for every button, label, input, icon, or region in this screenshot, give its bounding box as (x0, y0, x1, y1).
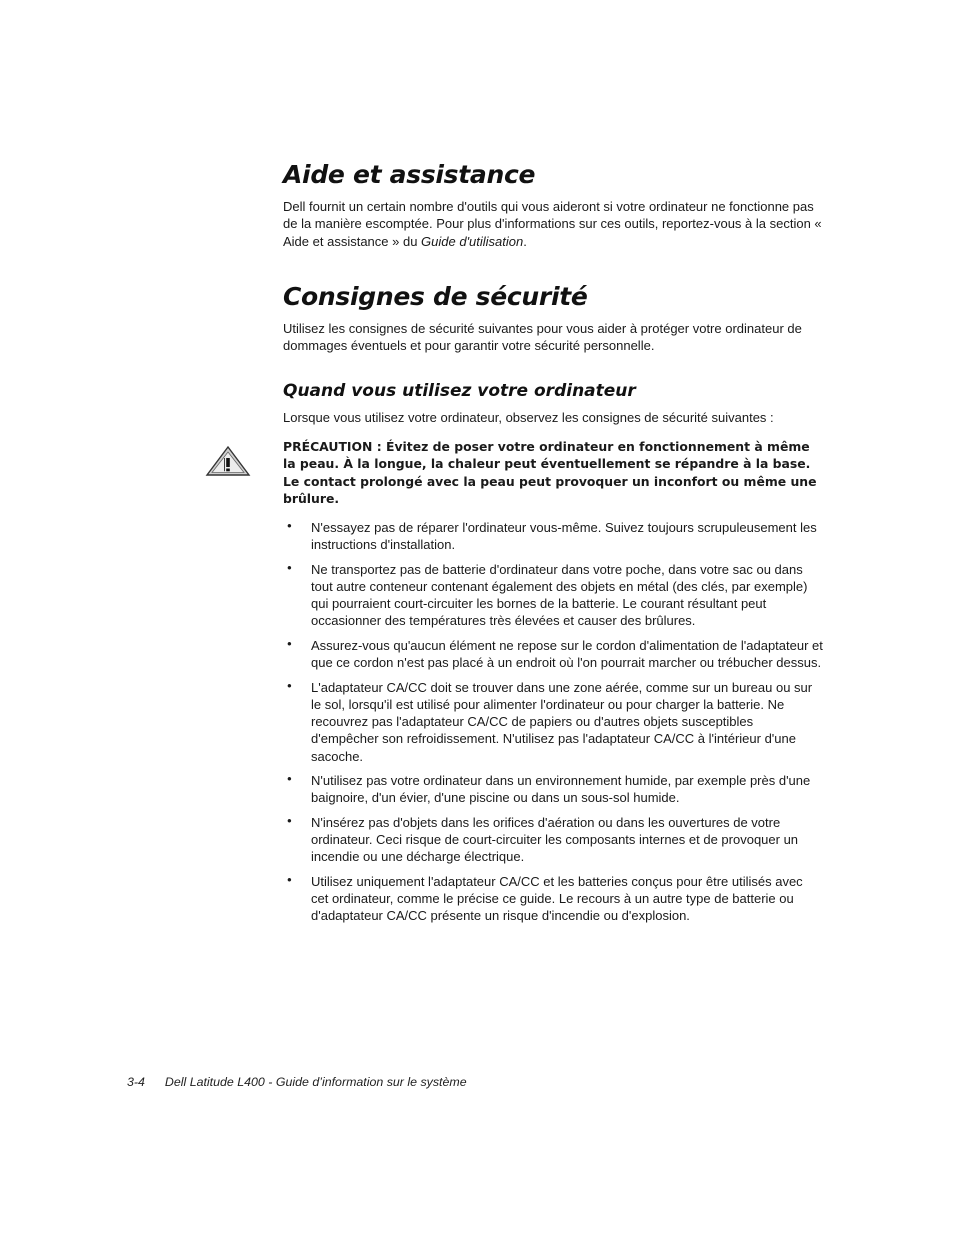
list-item-text: Utilisez uniquement l'adaptateur CA/CC et les batteries conçus pour être utilisés avec cet ordinateur, comme le précise ce guide. Le recours à un autre type de batterie ou d'adaptateur CA/CC présente un risque d'incendie ou d'explosion. (311, 874, 803, 924)
quand-intro (283, 409, 828, 426)
list-item (283, 679, 823, 765)
subheading-quand-vous-utilisez: Quand vous utilisez votre ordinateur (283, 381, 636, 401)
aide-text-end: . (523, 233, 527, 249)
bullet-marker: • (287, 636, 292, 651)
warning-triangle-icon (205, 445, 251, 477)
list-item-text: Ne transportez pas de batterie d'ordinateur dans votre poche, dans votre sac ou dans tout autre conteneur contenant également des objets en métal (des clés, par exemple) qui pourraient court-circuiter les bornes de la batterie. Le courant résultant peut occasionner des températures très élevées et causer des brûlures. (311, 561, 808, 629)
aide-text: Dell fournit un certain nombre d'outils qui vous aideront si votre ordinateur ne fonctionne pas de la manière escomptée. Pour plus d'informations sur ces outils, reportez-vous à la section « Aide et assistance » du (283, 199, 822, 249)
guide-reference: Guide d'utilisation (421, 233, 524, 249)
list-item-text: N'insérez pas d'objets dans les orifices d'aération ou dans les ouvertures de votre ordinateur. Ceci risque de court-circuiter les composants internes et de provoquer un incendie ou une décharge électrique. (311, 815, 799, 865)
quand-intro-text: Lorsque vous utilisez votre ordinateur, observez les consignes de sécurité suivantes : (283, 410, 774, 425)
bullet-marker: • (287, 559, 292, 575)
heading-consignes-securite: Consignes de sécurité (283, 282, 588, 311)
bullet-marker: • (287, 872, 292, 887)
list-item (283, 519, 823, 553)
securite-text: Utilisez les consignes de sécurité suivantes pour vous aider à protéger votre ordinateur de dommages éventuels et pour garantir votre sécurité personnelle. (283, 321, 802, 354)
heading-aide-et-assistance: Aide et assistance (283, 160, 536, 189)
list-item-text: N'utilisez pas votre ordinateur dans un environnement humide, par exemple près d'une baignoire, d'un évier, d'une piscine ou dans un sous-sol humide. (311, 773, 811, 806)
list-item (283, 873, 823, 925)
page-footer (127, 1075, 467, 1089)
list-item-text: Assurez-vous qu'aucun élément ne repose sur le cordon d'alimentation de l'adaptateur et que ce cordon n'est pas placé à un endroit où l'on pourrait marcher ou trébucher dessus. (311, 638, 823, 671)
list-item (283, 561, 823, 630)
caution-note: PRÉCAUTION : Évitez de poser votre ordinateur en fonctionnement à même la peau. À la longue, la chaleur peut éventuellement se répandre à la base. Le contact prolongé avec la peau peut provoquer un inconfort ou même une brûlure. (283, 439, 817, 507)
securite-paragraph (283, 320, 823, 355)
list-item (283, 772, 823, 806)
list-item-text: L'adaptateur CA/CC doit se trouver dans une zone aérée, comme sur un bureau ou sur le sol, lorsqu'il est utilisé pour alimenter l'ordinateur ou pour charger la batterie. Ne recouvrez pas l'adaptateur CA/CC de papiers ou d'autres objets susceptibles d'empêcher son refroidissement. N'utilisez pas l'adaptateur CA/CC à l'intérieur d'une sacoche. (311, 679, 813, 764)
bullet-marker: • (287, 813, 292, 828)
list-item (283, 637, 823, 671)
list-item (283, 814, 823, 866)
aide-paragraph (283, 198, 823, 250)
bullet-marker: • (287, 771, 292, 787)
footer-text: Dell Latitude L400 - Guide d’information sur le système (164, 1075, 467, 1089)
list-item-text: N'essayez pas de réparer l'ordinateur vous-même. Suivez toujours scrupuleusement les instructions d'installation. (311, 520, 817, 553)
bullet-marker: • (287, 518, 292, 533)
bullet-marker: • (287, 677, 292, 693)
safety-bullet-list (283, 519, 823, 932)
page-number: 3-4 (127, 1075, 145, 1089)
